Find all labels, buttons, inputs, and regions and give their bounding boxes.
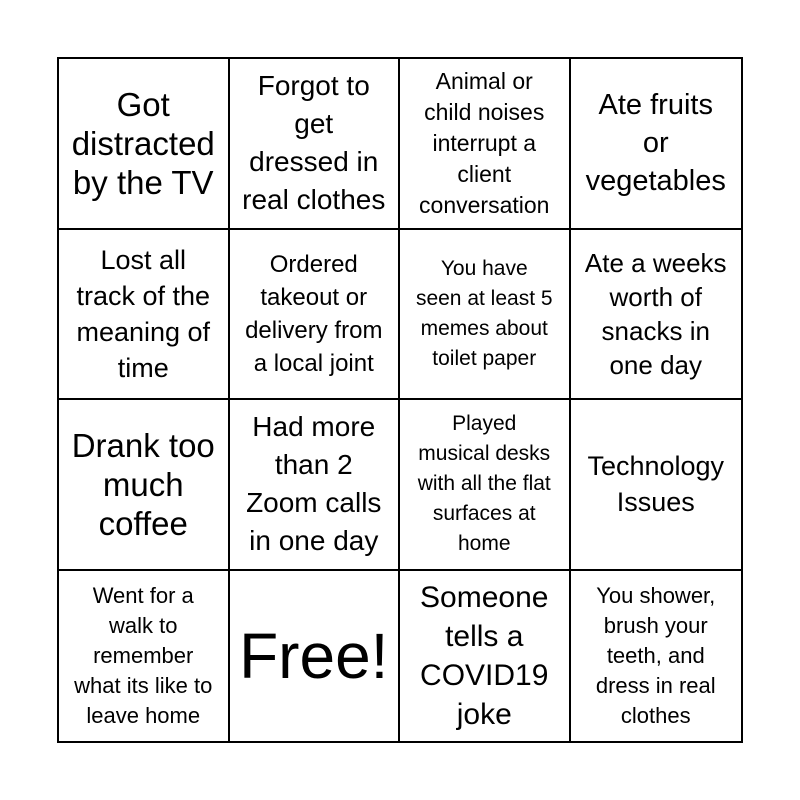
- bingo-cell-b2[interactable]: [59, 230, 230, 401]
- bingo-cell-text: Technology Issues: [587, 451, 725, 518]
- bingo-cell-text: Went for a walk to remember what its like to leave home: [74, 582, 213, 728]
- bingo-cell-text: Ordered takeout or delivery from a local joint: [245, 250, 383, 377]
- bingo-cell-n1[interactable]: [400, 59, 571, 230]
- bingo-cell-text: You have seen at least 5 memes about toilet paper: [415, 256, 553, 370]
- bingo-cell-g3[interactable]: [571, 400, 742, 571]
- bingo-cell-i2[interactable]: [230, 230, 401, 401]
- free-space-text: Free!: [239, 619, 389, 692]
- bingo-cell-g4[interactable]: [571, 571, 742, 742]
- bingo-cell-text: Had more than 2 Zoom calls in one day: [246, 411, 382, 557]
- bingo-cell-free[interactable]: [230, 571, 401, 742]
- bingo-cell-text: Animal or child noises interrupt a client conversation: [419, 67, 550, 218]
- bingo-cell-n3[interactable]: [400, 400, 571, 571]
- bingo-cell-i3[interactable]: [230, 400, 401, 571]
- bingo-cell-g2[interactable]: [571, 230, 742, 401]
- bingo-cell-text: Ate fruits or vegetables: [585, 89, 726, 198]
- bingo-cell-n4[interactable]: [400, 571, 571, 742]
- bingo-cell-text: Lost all track of the meaning of time: [76, 244, 211, 383]
- bingo-cell-b1[interactable]: [59, 59, 230, 230]
- bingo-cell-text: Ate a weeks worth of snacks in one day: [584, 247, 727, 380]
- bingo-cell-text: Forgot to get dressed in real clothes: [242, 70, 386, 216]
- bingo-cell-b3[interactable]: [59, 400, 230, 571]
- bingo-cell-text: Got distracted by the TV: [71, 85, 215, 201]
- bingo-cell-text: Played musical desks with all the flat surfaces at home: [417, 412, 551, 556]
- bingo-cell-i1[interactable]: [230, 59, 401, 230]
- bingo-cell-text: Someone tells a COVID19 joke: [420, 580, 549, 731]
- bingo-board: [57, 57, 743, 743]
- bingo-cell-g1[interactable]: [571, 59, 742, 230]
- bingo-cell-n2[interactable]: [400, 230, 571, 401]
- bingo-cell-b4[interactable]: [59, 571, 230, 742]
- bingo-cell-text: You shower, brush your teeth, and dress in real clothes: [595, 582, 716, 728]
- bingo-cell-text: Drank too much coffee: [71, 426, 215, 542]
